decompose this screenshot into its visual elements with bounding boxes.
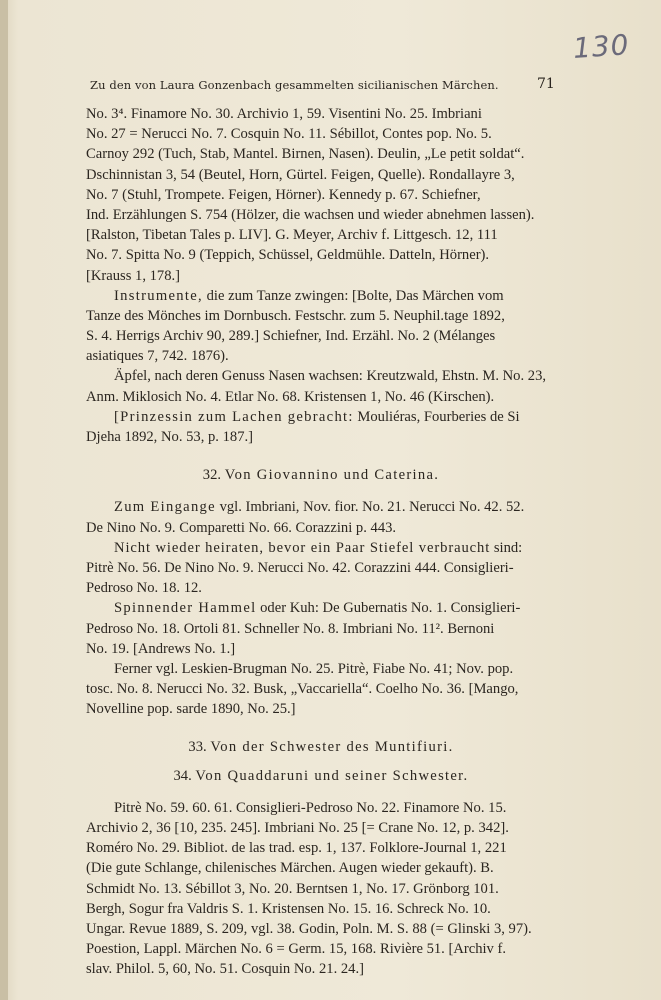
text-run: Mouliéras, Fourberies de Si — [353, 408, 520, 425]
text-line: Dschinnistan 3, 54 (Beutel, Horn, Gürtel. Feigen, Quelle). Rondallayre 3, — [86, 166, 515, 183]
text-line — [86, 497, 556, 517]
text-run: oder Kuh: De Gubernatis No. 1. Consiglieri- — [256, 600, 521, 617]
text-line: Roméro No. 29. Bibliot. de las trad. esp. 1, 137. Folklore-Journal 1, 221 — [86, 840, 507, 857]
text-line: Tanze des Mönches im Dornbusch. Festschr. zum 5. Neuphil.tage 1892, — [86, 307, 505, 324]
text-line: tosc. No. 8. Nerucci No. 32. Busk, „Vaccariella“. Coelho No. 36. [Mango, — [86, 681, 519, 698]
text-line — [86, 598, 556, 618]
text-line — [86, 407, 556, 427]
text-line: Ferner vgl. Leskien-Brugman No. 25. Pitrè, Fiabe No. 41; Nov. pop. — [114, 660, 514, 677]
text-line: [Ralston, Tibetan Tales p. LIV]. G. Meyer, Archiv f. Littgesch. 12, 111 — [86, 227, 498, 244]
text-line: De Nino No. 9. Comparetti No. 66. Corazzini p. 443. — [86, 519, 397, 536]
text-line: Pedroso No. 18. 12. — [86, 580, 202, 597]
paragraph-prinzessin — [86, 407, 556, 447]
text-line: No. 3⁴. Finamore No. 30. Archivio 1, 59. Visentini No. 25. Imbriani — [86, 106, 482, 122]
section-title: Von Giovannino und Caterina. — [224, 467, 440, 484]
spaced-keyword: Spinnender Hammel — [114, 600, 257, 617]
spaced-keyword: Nicht wieder heiraten, bevor ein Paar Stiefel verbraucht — [114, 539, 491, 556]
text-line: No. 7. Spitta No. 9 (Teppich, Schüssel, Geldmühle. Datteln, Hörner). — [86, 247, 490, 264]
page-edge-shadow — [0, 0, 8, 1000]
section-number: 33. — [188, 739, 207, 756]
text-run: die zum Tanze zwingen: [Bolte, Das Märchen vom — [202, 287, 504, 304]
section-heading-34 — [86, 766, 556, 786]
handwritten-folio-number: 130 — [571, 28, 631, 65]
text-run: sind: — [490, 539, 523, 556]
text-line: asiatiques 7, 742. 1876). — [86, 348, 229, 365]
spaced-keyword: [Prinzessin zum Lachen gebracht: — [114, 408, 354, 425]
text-line: Djeha 1892, No. 53, p. 187.] — [86, 429, 253, 445]
section-number: 32. — [202, 467, 222, 484]
running-header: Zu den von Laura Gonzenbach gesammelten sicilianischen Märchen. — [90, 78, 499, 92]
section-title: Von Quaddaruni und seiner Schwester. — [195, 767, 469, 784]
text-line — [86, 538, 556, 558]
text-run: vgl. Imbriani, Nov. fior. No. 21. Nerucci No. 42. 52. — [215, 499, 525, 516]
text-line: Schmidt No. 13. Sébillot 3, No. 20. Berntsen 1, No. 17. Grönborg 101. — [86, 880, 499, 897]
text-line: Carnoy 292 (Tuch, Stab, Mantel. Birnen, Nasen). Deulin, „Le petit soldat“. — [86, 146, 525, 163]
spacer — [86, 758, 556, 766]
text-line: Poestion, Lappl. Märchen No. 6 = Germ. 15, 168. Rivière 51. [Archiv f. — [86, 941, 507, 958]
paragraph-spinnender-hammel — [86, 598, 556, 659]
text-line: No. 19. [Andrews No. 1.] — [86, 640, 236, 657]
spacer — [86, 447, 556, 465]
paragraph-aepfel — [86, 366, 556, 406]
text-line: No. 27 = Nerucci No. 7. Cosquin No. 11. Sébillot, Contes pop. No. 5. — [86, 126, 492, 143]
text-line: slav. Philol. 5, 60, No. 51. Cosquin No. 21. 24.] — [86, 961, 364, 978]
paragraph-eingange — [86, 497, 556, 537]
spaced-keyword: Zum Eingange — [114, 499, 216, 516]
text-line: No. 7 (Stuhl, Trompete. Feigen, Hörner). Kennedy p. 67. Schiefner, — [86, 186, 481, 203]
text-line: Pitrè No. 56. De Nino No. 9. Nerucci No. 42. Corazzini 444. Consiglieri- — [86, 559, 514, 576]
page-number: 71 — [537, 76, 555, 92]
text-line: Pitrè No. 59. 60. 61. Consiglieri-Pedroso No. 22. Finamore No. 15. — [114, 799, 507, 816]
spaced-keyword: Instrumente, — [114, 287, 203, 304]
paragraph-ferner — [86, 659, 556, 720]
text-line: Ungar. Revue 1889, S. 209, vgl. 38. Godin, Poln. M. S. 88 (= Glinski 3, 97). — [86, 920, 532, 937]
spacer — [86, 786, 556, 798]
spacer — [86, 719, 556, 737]
section-number: 34. — [173, 767, 192, 784]
paragraph-continuation — [86, 104, 556, 286]
text-line: Pedroso No. 18. Ortoli 81. Schneller No. 8. Imbriani No. 11². Bernoni — [86, 620, 495, 637]
text-line — [86, 286, 556, 306]
text-line: Archivio 2, 36 [10, 235. 245]. Imbriani No. 25 [= Crane No. 12, p. 342]. — [86, 820, 509, 836]
section-heading-33 — [86, 737, 556, 757]
text-line: Anm. Miklosich No. 4. Etlar No. 68. Kristensen 1, No. 46 (Kirschen). — [86, 388, 495, 405]
spacer — [86, 485, 556, 497]
text-line: Äpfel, nach deren Genuss Nasen wachsen: Kreutzwald, Ehstn. M. No. 23, — [114, 368, 547, 385]
text-line: Ind. Erzählungen S. 754 (Hölzer, die wachsen und wieder abnehmen lassen). — [86, 206, 535, 223]
text-line: [Krauss 1, 178.] — [86, 267, 181, 284]
section-title: Von der Schwester des Muntifiuri. — [210, 739, 454, 756]
paragraph-instrumente — [86, 286, 556, 367]
text-line: Bergh, Sogur fra Valdris S. 1. Kristensen No. 15. 16. Schreck No. 10. — [86, 900, 491, 917]
page-body — [86, 104, 556, 980]
text-line: S. 4. Herrigs Archiv 90, 289.] Schiefner, Ind. Erzähl. No. 2 (Mélanges — [86, 328, 496, 345]
paragraph-nicht-heiraten — [86, 538, 556, 599]
text-line: (Die gute Schlange, chilenisches Märchen. Augen wieder gekauft). B. — [86, 860, 494, 877]
section-heading-32 — [86, 465, 556, 485]
paragraph-references-33-34 — [86, 798, 556, 980]
text-line: Novelline pop. sarde 1890, No. 25.] — [86, 701, 296, 718]
